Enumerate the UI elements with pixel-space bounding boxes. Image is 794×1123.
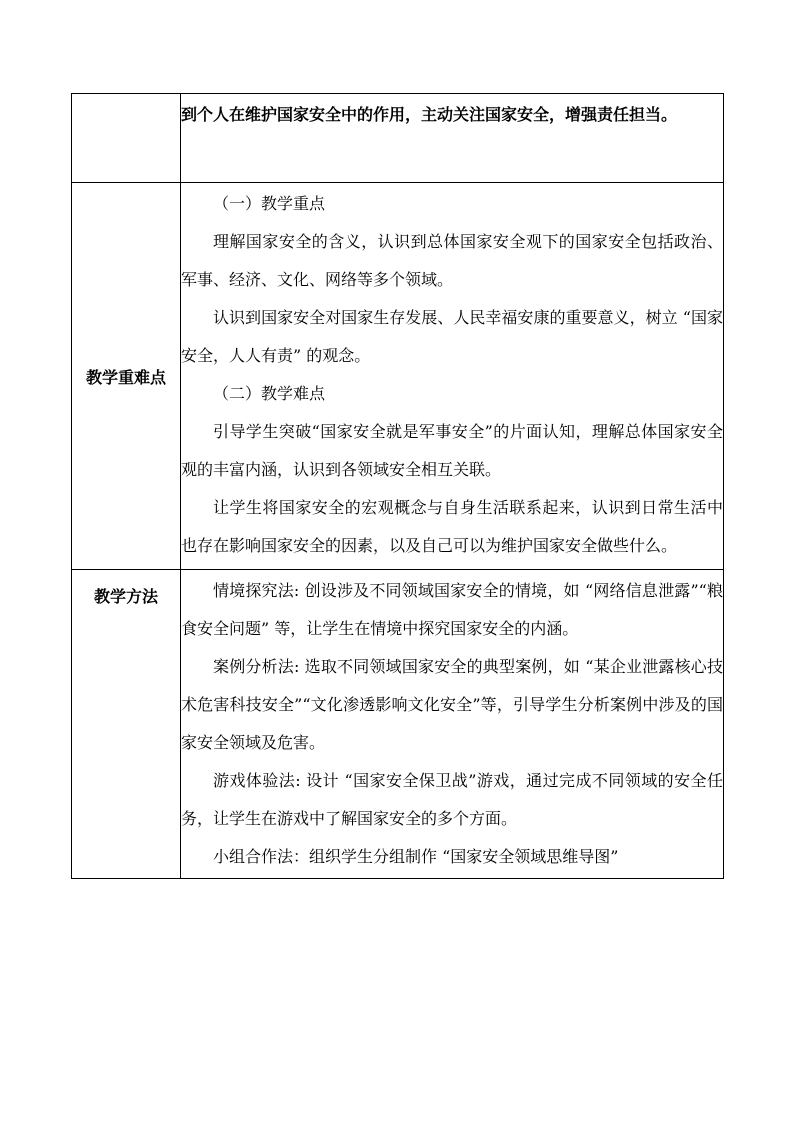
teaching-methods-cell [181, 570, 724, 879]
paragraph: 让学生将国家安全的宏观概念与自身生活联系起来，认识到日常生活中也存在影响国家安全的因素，以及自己可以为维护国家安全做些什么。 [181, 498, 723, 555]
objectives-continued-text: 到个人在维护国家安全中的作用，主动关注国家安全，增强责任担当。 [181, 105, 678, 124]
table-row-key-difficult-points [72, 183, 724, 570]
row-label-empty [72, 94, 181, 183]
key-difficult-points-cell [181, 183, 724, 570]
row-label-key-difficult-points: 教学重难点 [72, 183, 181, 570]
section-heading-difficult-points: （二）教学难点 [213, 384, 326, 403]
paragraph: 理解国家安全的含义，认识到总体国家安全观下的国家安全包括政治、军事、经济、文化、网络等多个领域。 [181, 232, 723, 289]
lesson-plan-table [71, 93, 724, 879]
objectives-continued-cell [181, 94, 724, 183]
table-row-objectives-continued [72, 94, 724, 183]
section-heading-key-points: （一）教学重点 [213, 194, 326, 213]
paragraph: 案例分析法: 选取不同领域国家安全的典型案例，如 “某企业泄露核心技术危害科技安全”“文化渗透影响文化安全”等，引导学生分析案例中涉及的国家安全领域及危害。 [181, 657, 723, 752]
paragraph: 认识到国家安全对国家生存发展、人民幸福安康的重要意义，树立 “国家安全，人人有责” 的观念。 [181, 308, 723, 365]
table-row-teaching-methods [72, 570, 724, 879]
paragraph: 小组合作法：组织学生分组制作 “国家安全领域思维导图” [213, 847, 619, 866]
paragraph: 游戏体验法: 设计 “国家安全保卫战”游戏，通过完成不同领域的安全任务，让学生在游戏中了解国家安全的多个方面。 [181, 771, 723, 828]
paragraph: 引导学生突破“国家安全就是军事安全”的片面认知，理解总体国家安全观的丰富内涵，认识到各领域安全相互关联。 [181, 422, 723, 479]
row-label-teaching-methods: 教学方法 [72, 570, 181, 879]
paragraph: 情境探究法: 创设涉及不同领域国家安全的情境，如 “网络信息泄露”“粮食安全问题” 等，让学生在情境中探究国家安全的内涵。 [181, 581, 723, 638]
